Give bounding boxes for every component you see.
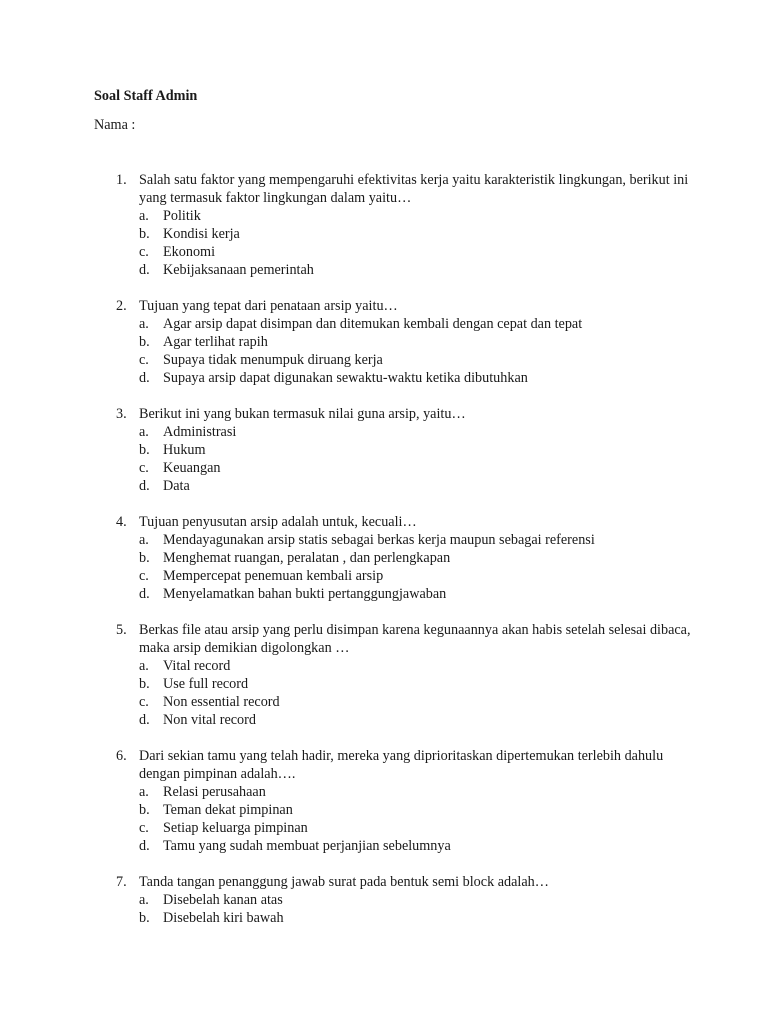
- option-letter: a.: [139, 208, 149, 224]
- question-number: 2.: [116, 298, 127, 314]
- question-item: [0, 873, 768, 927]
- option-letter: c.: [139, 244, 149, 260]
- option-letter: d.: [139, 370, 150, 386]
- option-text: Setiap keluarga pimpinan: [163, 820, 308, 836]
- question-number: 3.: [116, 406, 127, 422]
- option-letter: c.: [139, 694, 149, 710]
- answer-option: [0, 261, 768, 279]
- question-text: Tujuan yang tepat dari penataan arsip yaitu…: [139, 298, 398, 314]
- answer-option: [0, 585, 768, 603]
- answer-option: [0, 567, 768, 585]
- answer-option: [0, 891, 768, 909]
- answer-option: [0, 477, 768, 495]
- option-text: Teman dekat pimpinan: [163, 802, 293, 818]
- option-letter: b.: [139, 226, 150, 242]
- question-number: 4.: [116, 514, 127, 530]
- question-text: Dari sekian tamu yang telah hadir, mereka yang diprioritaskan dipertemukan terlebih dahulu dengan pimpinan adalah….: [139, 748, 664, 782]
- option-letter: d.: [139, 478, 150, 494]
- question-number: 1.: [116, 172, 127, 188]
- option-letter: b.: [139, 334, 150, 350]
- option-text: Non vital record: [163, 712, 256, 728]
- answer-option: [0, 909, 768, 927]
- question-list: [0, 171, 768, 945]
- answer-option: [0, 369, 768, 387]
- answer-option: [0, 801, 768, 819]
- option-letter: d.: [139, 838, 150, 854]
- answer-option: [0, 837, 768, 855]
- answer-option: [0, 315, 768, 333]
- option-text: Non essential record: [163, 694, 280, 710]
- option-letter: c.: [139, 460, 149, 476]
- option-text: Use full record: [163, 676, 249, 692]
- answer-option: [0, 819, 768, 837]
- answer-option: [0, 423, 768, 441]
- option-letter: c.: [139, 820, 149, 836]
- answer-option: [0, 351, 768, 369]
- option-text: Agar terlihat rapih: [163, 334, 268, 350]
- option-text: Keuangan: [163, 460, 221, 476]
- option-text: Disebelah kanan atas: [163, 892, 283, 908]
- name-label: Nama :: [94, 117, 136, 133]
- option-text: Kondisi kerja: [163, 226, 240, 242]
- option-letter: b.: [139, 442, 150, 458]
- option-text: Politik: [163, 208, 201, 224]
- option-letter: a.: [139, 424, 149, 440]
- option-text: Kebijaksanaan pemerintah: [163, 262, 314, 278]
- option-text: Mempercepat penemuan kembali arsip: [163, 568, 384, 584]
- answer-option: [0, 657, 768, 675]
- option-letter: d.: [139, 586, 150, 602]
- option-text: Supaya arsip dapat digunakan sewaktu-waktu ketika dibutuhkan: [163, 370, 528, 386]
- option-letter: c.: [139, 568, 149, 584]
- option-letter: b.: [139, 910, 150, 926]
- option-text: Vital record: [163, 658, 231, 674]
- option-letter: b.: [139, 550, 150, 566]
- question-number: 7.: [116, 874, 127, 890]
- answer-option: [0, 333, 768, 351]
- question-text: Berikut ini yang bukan termasuk nilai guna arsip, yaitu…: [139, 406, 466, 422]
- question-number: 6.: [116, 748, 127, 764]
- answer-option: [0, 675, 768, 693]
- option-text: Tamu yang sudah membuat perjanjian sebelumnya: [163, 838, 451, 854]
- question-text: Berkas file atau arsip yang perlu disimpan karena kegunaannya akan habis setelah selesai dibaca, maka arsip demikian digolongkan …: [139, 622, 691, 656]
- option-letter: d.: [139, 712, 150, 728]
- question-item: [0, 171, 768, 279]
- answer-option: [0, 783, 768, 801]
- question-item: [0, 621, 768, 729]
- option-letter: b.: [139, 802, 150, 818]
- answer-option: [0, 207, 768, 225]
- option-text: Menghemat ruangan, peralatan , dan perlengkapan: [163, 550, 451, 566]
- option-text: Mendayagunakan arsip statis sebagai berkas kerja maupun sebagai referensi: [163, 532, 595, 548]
- document-title: Soal Staff Admin: [94, 88, 198, 104]
- answer-option: [0, 693, 768, 711]
- option-letter: c.: [139, 352, 149, 368]
- option-text: Ekonomi: [163, 244, 216, 260]
- option-letter: d.: [139, 262, 150, 278]
- option-text: Data: [163, 478, 190, 494]
- question-number: 5.: [116, 622, 127, 638]
- option-letter: a.: [139, 316, 149, 332]
- answer-option: [0, 225, 768, 243]
- option-letter: a.: [139, 784, 149, 800]
- answer-option: [0, 711, 768, 729]
- question-item: [0, 405, 768, 495]
- answer-option: [0, 549, 768, 567]
- answer-option: [0, 441, 768, 459]
- answer-option: [0, 459, 768, 477]
- option-text: Relasi perusahaan: [163, 784, 266, 800]
- question-text: Salah satu faktor yang mempengaruhi efektivitas kerja yaitu karakteristik lingkungan, berikut ini yang termasuk faktor lingkungan dalam yaitu…: [139, 172, 689, 206]
- question-text: Tanda tangan penanggung jawab surat pada bentuk semi block adalah…: [139, 874, 549, 890]
- option-text: Hukum: [163, 442, 206, 458]
- question-item: [0, 747, 768, 855]
- option-letter: a.: [139, 892, 149, 908]
- option-text: Agar arsip dapat disimpan dan ditemukan kembali dengan cepat dan tepat: [163, 316, 583, 332]
- option-text: Menyelamatkan bahan bukti pertanggungjawaban: [163, 586, 447, 602]
- option-text: Administrasi: [163, 424, 237, 440]
- answer-option: [0, 531, 768, 549]
- option-letter: a.: [139, 532, 149, 548]
- question-item: [0, 297, 768, 387]
- question-text: Tujuan penyusutan arsip adalah untuk, kecuali…: [139, 514, 417, 530]
- option-text: Disebelah kiri bawah: [163, 910, 284, 926]
- option-letter: b.: [139, 676, 150, 692]
- option-text: Supaya tidak menumpuk diruang kerja: [163, 352, 383, 368]
- option-letter: a.: [139, 658, 149, 674]
- answer-option: [0, 243, 768, 261]
- question-item: [0, 513, 768, 603]
